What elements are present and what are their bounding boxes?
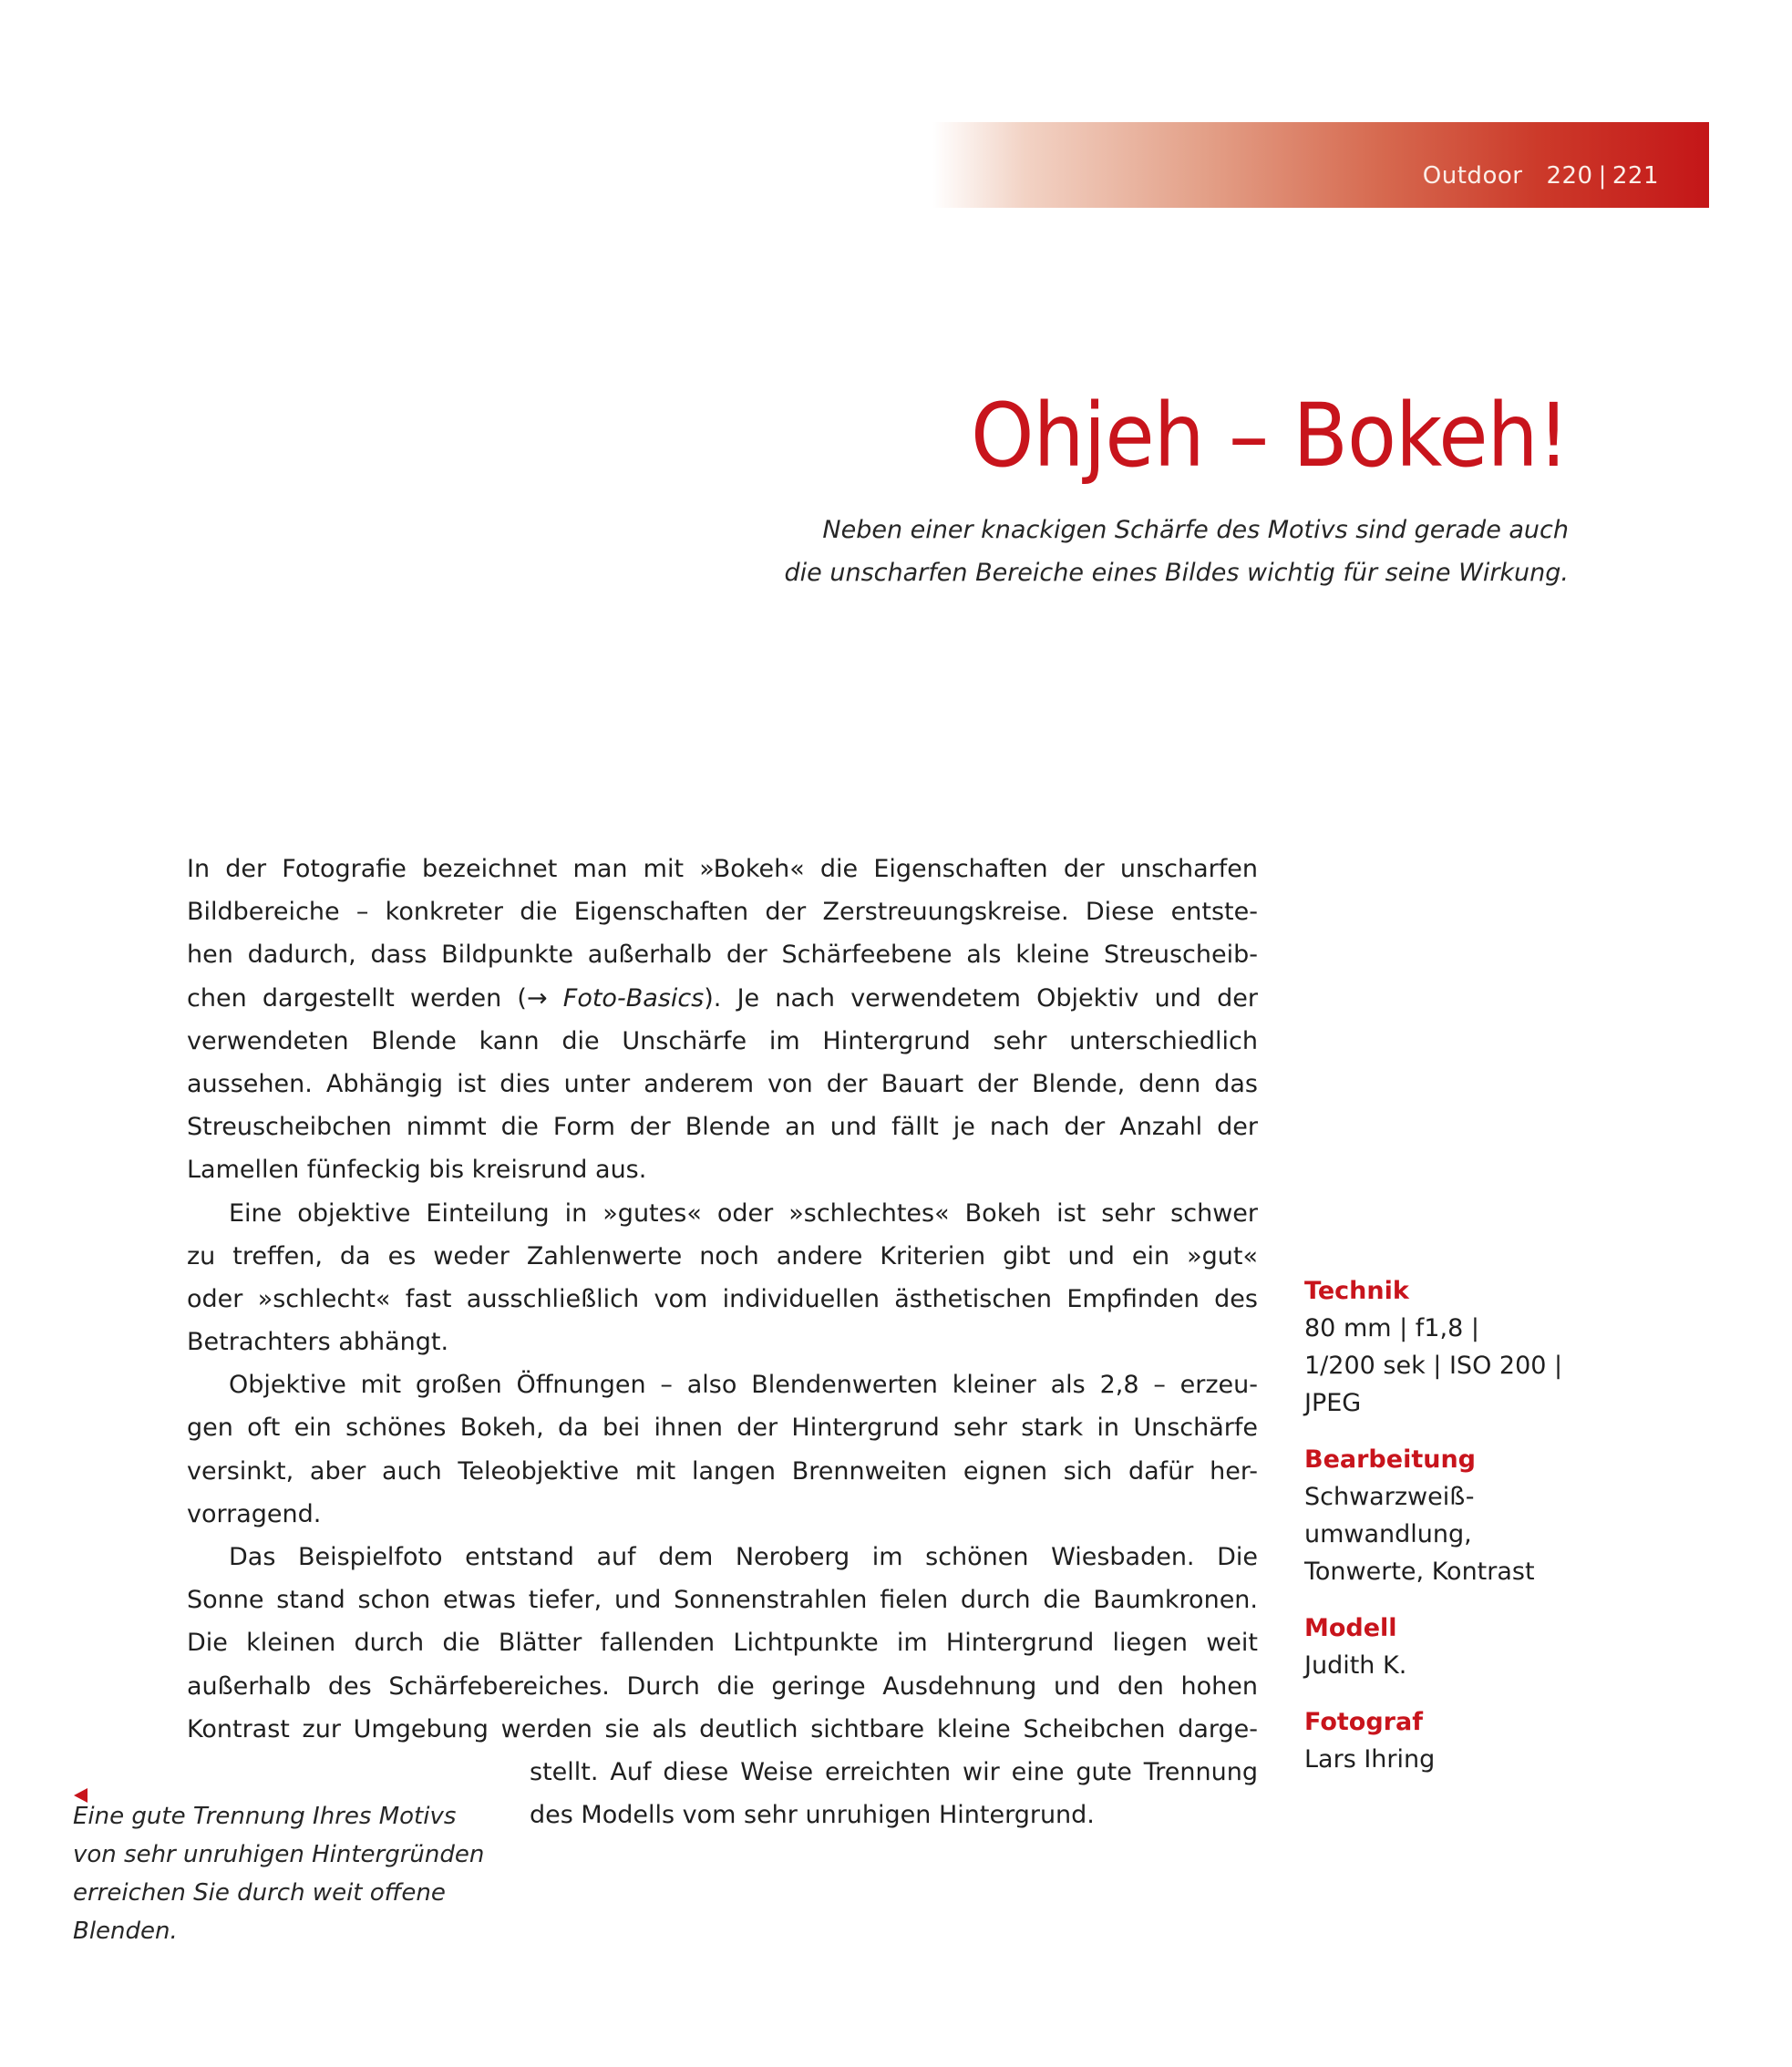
body-line: außerhalb des Schärfebereiches. Durch die geringe Ausdehnung und den hohen bbox=[187, 1671, 1258, 1701]
section-name: Outdoor bbox=[1422, 162, 1523, 190]
subtitle-line: die unscharfen Bereiche eines Bildes wichtig für seine Wirkung. bbox=[784, 559, 1569, 587]
body-line: aussehen. Abhängig ist dies unter anderem von der Bauart der Blende, denn das bbox=[187, 1069, 1258, 1098]
body-text-fragment: chen dargestellt werden (→ bbox=[187, 983, 563, 1013]
info-heading: Fotograf bbox=[1304, 1708, 1423, 1736]
info-group-technik bbox=[1304, 1272, 1596, 1422]
article-subtitle bbox=[657, 509, 1569, 594]
info-value: Lars Ihring bbox=[1304, 1745, 1436, 1774]
body-line: hen dadurch, dass Bildpunkte außerhalb der Schärfeebene als kleine Streuscheib- bbox=[187, 941, 1258, 970]
info-value: Judith K. bbox=[1304, 1651, 1407, 1680]
body-line: Lamellen fünfeckig bis kreisrund aus. bbox=[187, 1156, 647, 1185]
info-value: 1/200 sek | ISO 200 | bbox=[1304, 1352, 1563, 1380]
caption-line: von sehr unruhigen Hintergründen bbox=[73, 1841, 485, 1868]
body-line: Die kleinen durch die Blätter fallenden Lichtpunkte im Hintergrund liegen weit bbox=[187, 1629, 1258, 1658]
body-line: In der Fotografie bezeichnet man mit »Bokeh« die Eigenschaften der unscharfen bbox=[187, 855, 1258, 883]
caption-line: Eine gute Trennung Ihres Motivs bbox=[73, 1803, 457, 1830]
subtitle-line: Neben einer knackigen Schärfe des Motivs sind gerade auch bbox=[822, 516, 1569, 544]
body-line: versinkt, aber auch Teleobjektive mit langen Brennweiten eignen sich dafür her- bbox=[187, 1456, 1258, 1486]
body-line: Streuscheibchen nimmt die Form der Blende an und fällt je nach der Anzahl der bbox=[187, 1113, 1258, 1142]
body-line: Sonne stand schon etwas tiefer, und Sonnenstrahlen fielen durch die Baumkronen. bbox=[187, 1586, 1258, 1615]
info-group-bearbeitung bbox=[1304, 1441, 1596, 1590]
page-number-right: 221 bbox=[1612, 162, 1659, 190]
body-line-with-link bbox=[187, 977, 1258, 1020]
info-value: Tonwerte, Kontrast bbox=[1304, 1558, 1535, 1586]
cross-reference-link[interactable]: Foto-Basics bbox=[562, 983, 705, 1013]
body-line: verwendeten Blende kann die Unschärfe im Hintergrund sehr unterschiedlich bbox=[187, 1026, 1258, 1055]
info-group-fotograf bbox=[1304, 1703, 1596, 1778]
info-heading: Modell bbox=[1304, 1614, 1397, 1642]
body-line: stellt. Auf diese Weise erreichten wir eine gute Trennung bbox=[530, 1757, 1258, 1786]
info-value: JPEG bbox=[1304, 1389, 1362, 1417]
body-line: Betrachters abhängt. bbox=[187, 1328, 449, 1357]
body-text bbox=[187, 848, 1258, 1836]
body-line: gen oft ein schönes Bokeh, da bei ihnen der Hintergrund sehr stark in Unschärfe bbox=[187, 1414, 1258, 1443]
body-line: des Modells vom sehr unruhigen Hintergrund. bbox=[530, 1801, 1095, 1830]
info-value: 80 mm | f1,8 | bbox=[1304, 1314, 1479, 1342]
body-line: Bildbereiche – konkreter die Eigenschaften der Zerstreuungskreise. Diese entste- bbox=[187, 898, 1258, 927]
info-value: umwandlung, bbox=[1304, 1520, 1472, 1548]
page-separator: | bbox=[1598, 162, 1607, 190]
caption-line: erreichen Sie durch weit offene bbox=[73, 1879, 446, 1907]
body-line: oder »schlecht« fast ausschließlich vom individuellen ästhetischen Empfinden des bbox=[187, 1284, 1258, 1313]
running-header bbox=[1423, 162, 1659, 190]
info-value: Schwarzweiß- bbox=[1304, 1483, 1475, 1511]
body-line: vorragend. bbox=[187, 1499, 322, 1528]
body-line: Kontrast zur Umgebung werden sie als deutlich sichtbare kleine Scheibchen darge- bbox=[187, 1714, 1258, 1743]
body-line: Eine objektive Einteilung in »gutes« oder »schlechtes« Bokeh ist sehr schwer bbox=[229, 1198, 1258, 1228]
body-line: Objektive mit großen Öffnungen – also Blendenwerten kleiner als 2,8 – erzeu- bbox=[229, 1371, 1258, 1400]
caption-line: Blenden. bbox=[73, 1918, 178, 1945]
info-group-modell bbox=[1304, 1609, 1596, 1684]
photo-info-sidebar bbox=[1304, 1272, 1596, 1797]
body-line: Das Beispielfoto entstand auf dem Neroberg im schönen Wiesbaden. Die bbox=[229, 1543, 1258, 1571]
body-line: zu treffen, da es weder Zahlenwerte noch andere Kriterien gibt und ein »gut« bbox=[187, 1241, 1258, 1270]
info-heading: Bearbeitung bbox=[1304, 1445, 1476, 1474]
body-text-fragment: ). Je nach verwendetem Objektiv und der bbox=[704, 983, 1258, 1013]
article-title: Ohjeh – Bokeh! bbox=[970, 385, 1569, 487]
page-number-left: 220 bbox=[1546, 162, 1593, 190]
info-heading: Technik bbox=[1304, 1277, 1409, 1305]
image-caption bbox=[73, 1797, 501, 1950]
